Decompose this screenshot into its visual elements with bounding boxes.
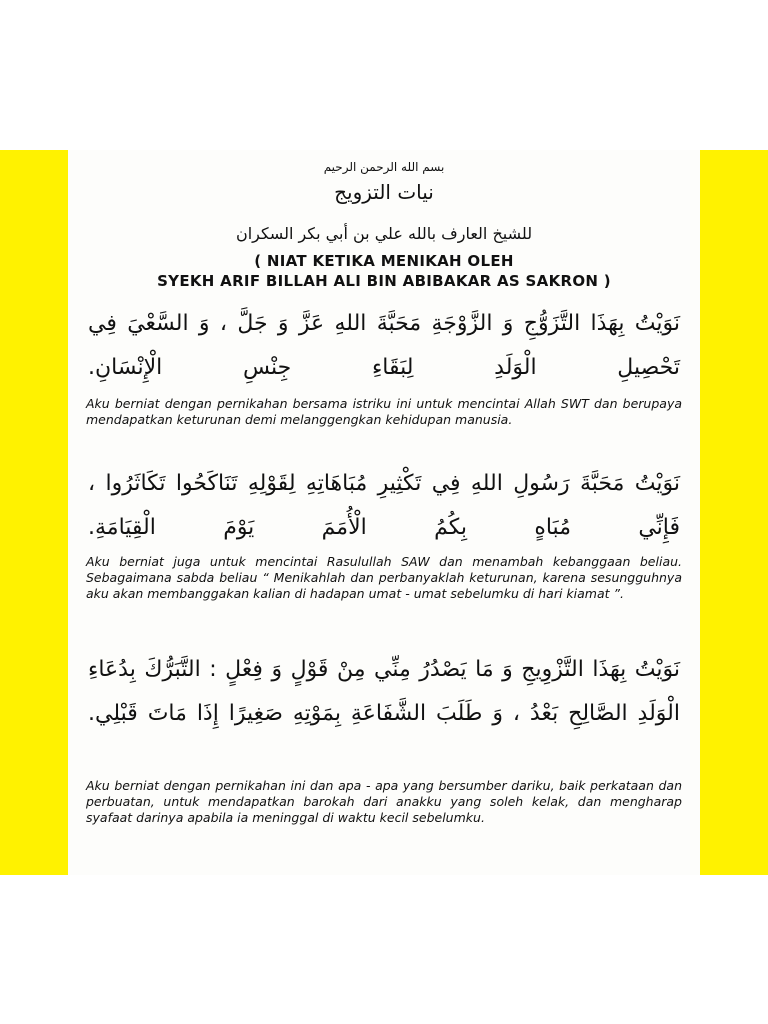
arabic-niat-2: نَوَيْتُ مَحَبَّةَ رَسُولِ اللهِ فِي تَكْثِيرِ مُبَاهَاتِهِ لِقَوْلِهِ تَنَاكَحُوا تَكَاثَرُوا ، فَإِنِّي مُبَاهٍ بِكُمُ الْأُمَمَ يَوْمَ الْقِيَامَةِ. (88, 471, 680, 540)
latin-title-line-2: SYEKH ARIF BILLAH ALI BIN ABIBAKAR AS SAKRON ) (157, 272, 611, 290)
arabic-niat-1: نَوَيْتُ بِهَذَا التَّزَوُّجِ وَ الزَّوْجَةِ مَحَبَّةَ اللهِ عَزَّ وَ جَلَّ ، وَ السَّعْيَ فِي تَحْصِيلِ الْوَلَدِ لِبَقَاءِ جِنْسِ الْإِنْسَانِ. (88, 311, 680, 380)
arabic-subtitle: للشيخ العارف بالله علي بن أبي بكر السكران (235, 224, 533, 243)
document-page (68, 150, 700, 875)
basmala-heading: بسم الله الرحمن الرحيم (323, 160, 445, 174)
arabic-title: نيات التزويج (334, 180, 434, 204)
translation-niat-1: Aku berniat dengan pernikahan bersama istriku ini untuk mencintai Allah SWT dan berupaya mendapatkan keturunan demi melanggengkan kehidupan manusia. (86, 396, 682, 427)
latin-title-line-1: ( NIAT KETIKA MENIKAH OLEH (254, 252, 514, 270)
translation-niat-2: Aku berniat juga untuk mencintai Rasulullah SAW dan menambah kebanggaan beliau. Sebagaimana sabda beliau “ Menikahlah dan perbanyaklah keturunan, karena sesungguhnya aku akan membanggakan kalian di hadapan umat - umat sebelumku di hari kiamat ”. (86, 554, 682, 601)
arabic-niat-3: نَوَيْتُ بِهَذَا التَّزْوِيجِ وَ مَا يَصْدُرُ مِنِّي مِنْ قَوْلٍ وَ فِعْلٍ : التَّبَرُّكَ بِدُعَاءِ الْوَلَدِ الصَّالِحِ بَعْدُ ، وَ طَلَبَ الشَّفَاعَةِ بِمَوْتِهِ صَغِيرًا إِذَا مَاتَ قَبْلِي. (88, 657, 680, 726)
translation-niat-3: Aku berniat dengan pernikahan ini dan apa - apa yang bersumber dariku, baik perkataan dan perbuatan, untuk mendapatkan barokah dari anakku yang soleh kelak, dan mengharap syafaat darinya apabila ia meninggal di waktu kecil sebelumku. (86, 778, 682, 825)
